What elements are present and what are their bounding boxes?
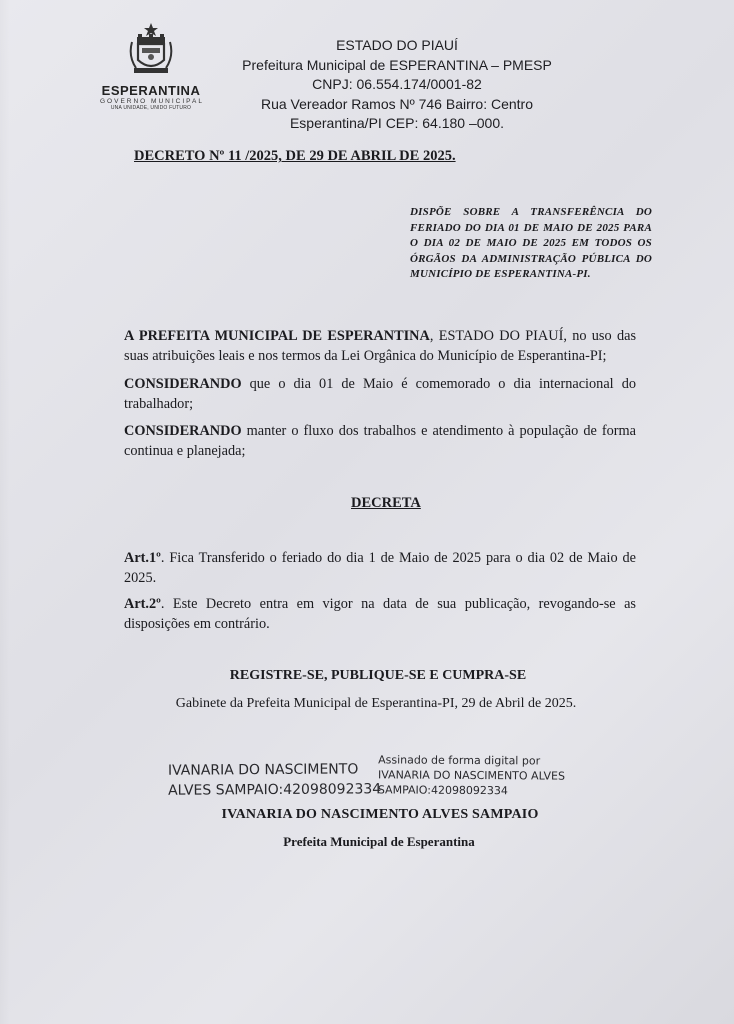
signer-role: Prefeita Municipal de Esperantina bbox=[283, 834, 475, 849]
digital-signature-note-line-2: IVANARIA DO NASCIMENTO ALVES bbox=[377, 768, 566, 783]
municipal-logo bbox=[100, 22, 202, 111]
digital-signature-name-line-1: IVANARIA DO NASCIMENTO bbox=[167, 761, 359, 779]
article-2-label: Art.2º bbox=[124, 596, 161, 612]
logo-name: ESPERANTINA bbox=[101, 83, 201, 98]
considering-label-1: CONSIDERANDO bbox=[124, 376, 242, 392]
letterhead-prefecture: Prefeitura Municipal de ESPERANTINA – PMESP bbox=[242, 56, 552, 73]
coat-of-arms-icon bbox=[128, 22, 174, 78]
article-1-text: . Fica Transferido o feriado do dia 1 de Maio de 2025 para o dia 02 de Maio de 2025. bbox=[124, 550, 636, 586]
digital-signature-note-line-1: Assinado de forma digital por bbox=[378, 753, 541, 768]
considering-paragraph-1 bbox=[124, 375, 636, 414]
considering-text-1: que o dia 01 de Maio é comemorado o dia internacional do trabalhador; bbox=[124, 376, 636, 412]
logo-slogan: UNA UNIDADE, UNIDO FUTURO bbox=[110, 105, 192, 111]
considering-text-2: manter o fluxo dos trabalhos e atendimento à população de forma continua e planejada; bbox=[124, 423, 636, 459]
decree-title: DECRETO Nº 11 /2025, DE 29 DE ABRIL DE 2025. bbox=[134, 148, 456, 164]
letterhead-state: ESTADO DO PIAUÍ bbox=[336, 37, 458, 53]
considering-label-2: CONSIDERANDO bbox=[124, 423, 242, 439]
page-shadow bbox=[0, 0, 10, 1024]
preamble-paragraph bbox=[124, 327, 636, 366]
considering-paragraph-2 bbox=[124, 422, 636, 461]
digital-signature-note bbox=[378, 752, 565, 798]
article-2 bbox=[124, 595, 636, 634]
digital-signature-name-line-2: ALVES SAMPAIO:42098092334 bbox=[168, 781, 382, 799]
letterhead-cnpj: CNPJ: 06.554.174/0001-82 bbox=[312, 76, 482, 92]
article-2-text: . Este Decreto entra em vigor na data de sua publicação, revogando-se as disposições em contrário. bbox=[124, 596, 636, 632]
closing-formula: REGISTRE-SE, PUBLIQUE-SE E CUMPRA-SE bbox=[229, 668, 527, 683]
preamble-bold: A PREFEITA MUNICIPAL DE ESPERANTINA bbox=[124, 328, 430, 344]
article-1 bbox=[124, 549, 636, 588]
decreta-heading: DECRETA bbox=[351, 495, 421, 511]
letterhead bbox=[232, 36, 562, 134]
place-and-date: Gabinete da Prefeita Municipal de Esperantina-PI, 29 de Abril de 2025. bbox=[175, 696, 577, 711]
digital-signature-name bbox=[168, 759, 381, 800]
letterhead-street: Rua Vereador Ramos Nº 746 Bairro: Centro bbox=[260, 95, 534, 112]
logo-subtitle: GOVERNO MUNICIPAL bbox=[100, 98, 204, 105]
preamble-text: , ESTADO DO PIAUÍ, no uso das suas atribuições leais e nos termos da Lei Orgânica do Município de Esperantina-PI; bbox=[124, 328, 637, 364]
digital-signature-note-line-3: SAMPAIO:42098092334 bbox=[377, 783, 509, 798]
letterhead-city: Esperantina/PI CEP: 64.180 –000. bbox=[289, 115, 505, 131]
article-1-label: Art.1º bbox=[124, 550, 161, 566]
signer-name: IVANARIA DO NASCIMENTO ALVES SAMPAIO bbox=[221, 807, 539, 822]
decree-summary: DISPÕE SOBRE A TRANSFERÊNCIA DO FERIADO DO DIA 01 DE MAIO DE 2025 PARA O DIA 02 DE MAIO DE 2025 EM TODOS OS ÓRGÃOS DA ADMINISTRAÇÃO PÚBLICA DO MUNICÍPIO DE ESPERANTINA-PI. bbox=[410, 206, 652, 280]
